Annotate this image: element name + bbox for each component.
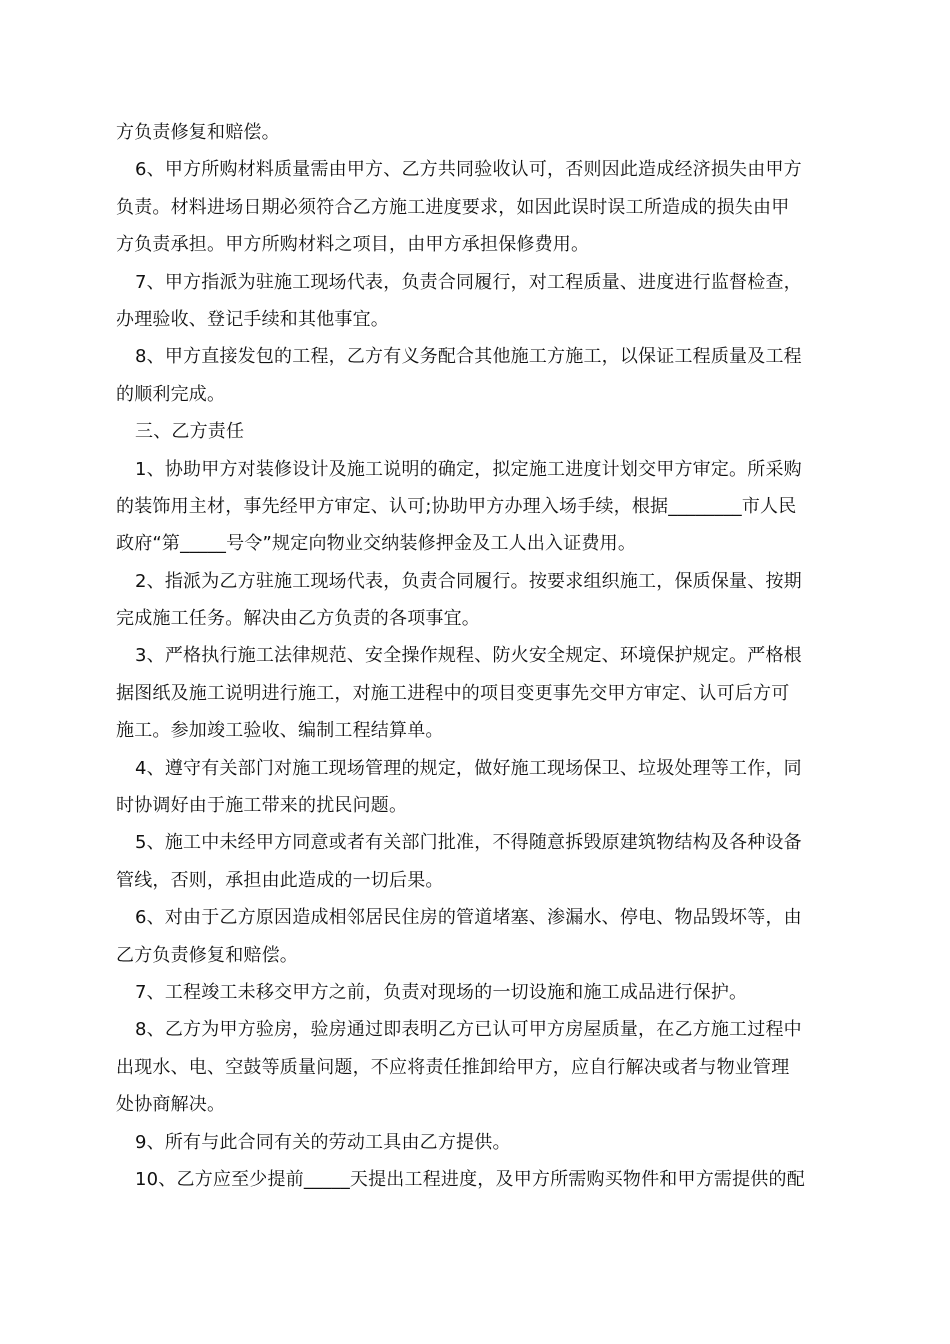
text-line: 7、工程竣工未移交甲方之前，负责对现场的一切设施和施工成品进行保护。 xyxy=(135,981,748,1003)
text-line: 方负责修复和赔偿。 xyxy=(116,122,280,143)
text-line: 3、严格执行施工法律规范、安全操作规程、防火安全规定、环境保护规定。严格根 xyxy=(135,645,802,667)
text-line: 管线，否则，承担由此造成的一切后果。 xyxy=(116,869,444,891)
text-line: 方负责承担。甲方所购材料之项目，由甲方承担保修费用。 xyxy=(116,234,590,256)
text-line: 7、甲方指派为驻施工现场代表，负责合同履行，对工程质量、进度进行监督检查， xyxy=(135,271,802,293)
text-line: 据图纸及施工说明进行施工，对施工进程中的项目变更事先交甲方审定、认可后方可 xyxy=(116,682,790,704)
text-line: 6、甲方所购材料质量需由甲方、乙方共同验收认可，否则因此造成经济损失由甲方 xyxy=(135,159,802,181)
text-line: 办理验收、登记手续和其他事宜。 xyxy=(116,308,389,330)
text-line: 9、所有与此合同有关的劳动工具由乙方提供。 xyxy=(135,1131,511,1153)
text-line: 4、遵守有关部门对施工现场管理的规定，做好施工现场保卫、垃圾处理等工作，同 xyxy=(135,757,802,779)
text-line: 8、甲方直接发包的工程，乙方有义务配合其他施工方施工，以保证工程质量及工程 xyxy=(135,346,802,368)
section-heading: 三、乙方责任 xyxy=(135,421,245,443)
text-line: 负责。材料进场日期必须符合乙方施工进度要求，如因此误时误工所造成的损失由甲 xyxy=(116,196,790,218)
text-line: 乙方负责修复和赔偿。 xyxy=(116,944,298,966)
text-line: 时协调好由于施工带来的扰民问题。 xyxy=(116,795,408,817)
text-line: 5、施工中未经甲方同意或者有关部门批准，不得随意拆毁原建筑物结构及各种设备 xyxy=(135,832,802,854)
document-page xyxy=(116,114,836,1198)
text-line: 8、乙方为甲方验房，验房通过即表明乙方已认可甲方房屋质量，在乙方施工过程中 xyxy=(135,1019,802,1041)
text-line: 施工。参加竣工验收、编制工程结算单。 xyxy=(116,720,444,742)
text-line: 1、协助甲方对装修设计及施工说明的确定，拟定施工进度计划交甲方审定。所采购 xyxy=(135,458,802,480)
text-line: 出现水、电、空鼓等质量问题，不应将责任推卸给甲方，应自行解决或者与物业管理 xyxy=(116,1056,790,1078)
text-line: 10、乙方应至少提前_____天提出工程进度，及甲方所需购买物件和甲方需提供的配 xyxy=(135,1168,805,1190)
text-line: 的装饰用主材，事先经甲方审定、认可;协助甲方办理入场手续，根据________市人民 xyxy=(116,495,797,517)
text-line: 2、指派为乙方驻施工现场代表，负责合同履行。按要求组织施工，保质保量、按期 xyxy=(135,570,802,592)
text-line: 的顺利完成。 xyxy=(116,383,226,405)
text-line: 6、对由于乙方原因造成相邻居民住房的管道堵塞、渗漏水、停电、物品毁坏等，由 xyxy=(135,907,802,929)
text-line: 处协商解决。 xyxy=(116,1094,226,1116)
text-line: 完成施工任务。解决由乙方负责的各项事宜。 xyxy=(116,608,480,630)
text-line: 政府“第_____号令”规定向物业交纳装修押金及工人出入证费用。 xyxy=(116,533,637,555)
